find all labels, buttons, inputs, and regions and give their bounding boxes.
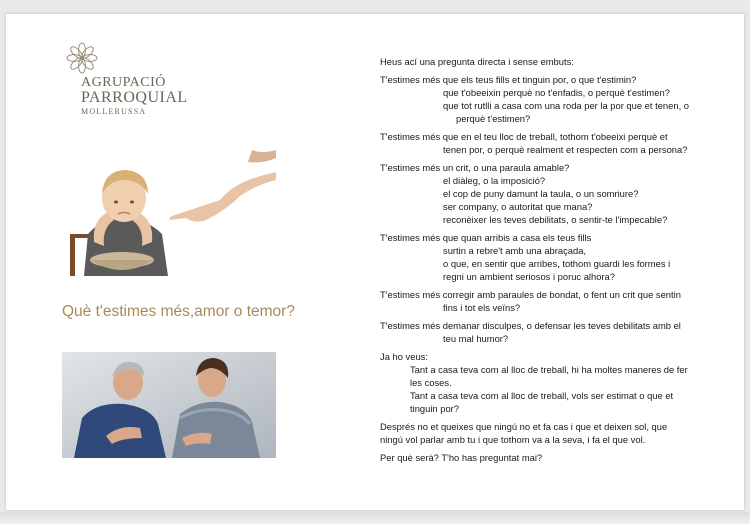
question-3d: reconèixer les teves debilitats, o sentir-te l'impecable? (443, 214, 668, 225)
conclusion-1: Tant a casa teva com al lloc de treball, hi ha moltes maneres de fer (410, 364, 688, 375)
question-3b: el cop de puny damunt la taula, o un somriure? (443, 188, 639, 199)
question-4b: o que, en sentir que arribes, tothom guardi les formes i (443, 258, 671, 269)
question-4c: regni un ambient seriosos i poruc alhora? (443, 271, 615, 282)
question-1a: que t'obeeixin perquè no t'enfadis, o perquè t'estimen? (443, 87, 670, 98)
conclusion-2: Tant a casa teva com al lloc de treball, vols ser estimat o que et (410, 390, 674, 401)
conclusion-1b: les coses. (410, 377, 452, 388)
page-shadow (0, 512, 750, 524)
question-3a: el diàleg, o la imposició? (443, 175, 546, 186)
afterword-1: Després no et queixes que ningú no et fa cas i que et deixen sol, que (380, 421, 668, 432)
logo-text-line3: MOLLERUSSA (81, 107, 147, 116)
question-2: T'estimes més que en el teu lloc de treball, tothom t'obeeixi perquè et (380, 131, 668, 142)
question-6a: teu mal humor? (443, 333, 509, 344)
question-4a: surtin a rebre't amb una abraçada, (443, 245, 587, 256)
afterword-2: ningú vol parlar amb tu i que tothom va a la seva, i fa el que vol. (380, 434, 646, 445)
final-question: Per què serà? T'ho has preguntat mai? (380, 452, 543, 463)
question-6: T'estimes més demanar disculpes, o defensar les teves debilitats amb el (380, 320, 681, 331)
question-1: T'estimes més que els teus fills et tinguin por, o que t'estimin? (380, 74, 637, 85)
question-5: T'estimes més corregir amb paraules de bondat, o fent un crit que sentin (380, 289, 681, 300)
question-3: T'estimes més un crit, o una paraula amable? (380, 162, 570, 173)
text-column (380, 55, 700, 464)
man-and-teen-photo (62, 352, 276, 458)
child-pointing-photo (62, 150, 276, 276)
question-1b: que tot rutlli a casa com una roda per la por que et tenen, o (443, 100, 689, 111)
question-2a: tenen por, o perquè realment et respecten com a persona? (443, 144, 688, 155)
logo-text-line2: PARROQUIAL (81, 89, 188, 106)
question-5a: fins i tot els veïns? (443, 302, 521, 313)
flower-logo-icon (66, 42, 98, 74)
question-3c: ser company, o autoritat que mana? (443, 201, 593, 212)
conclusion-heading: Ja ho veus: (380, 351, 428, 362)
question-1c: perquè t'estimen? (456, 113, 531, 124)
conclusion-2b: tinguin por? (410, 403, 459, 414)
page-headline: Què t'estimes més,amor o temor? (62, 303, 295, 320)
intro-text: Heus ací una pregunta directa i sense embuts: (380, 56, 574, 67)
logo-text-line1: AGRUPACIÓ (81, 75, 166, 90)
question-4: T'estimes més que quan arribis a casa els teus fills (380, 232, 592, 243)
